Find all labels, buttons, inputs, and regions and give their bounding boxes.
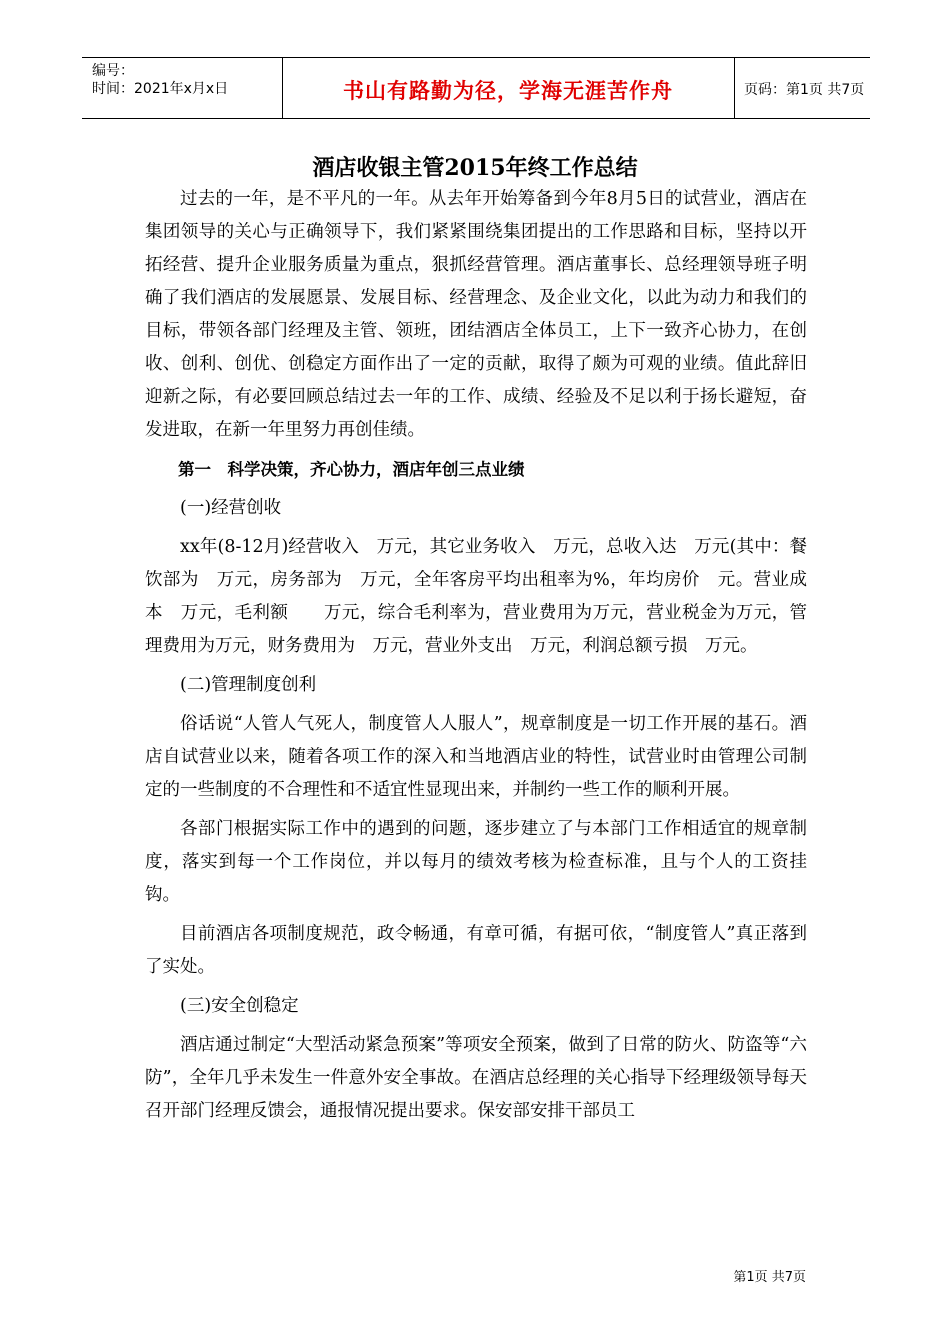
header-page-info: 页码：第1页 共7页 bbox=[744, 82, 865, 98]
document-title: 酒店收银主管2015年终工作总结 bbox=[312, 155, 638, 181]
management-paragraph-3: 目前酒店各项制度规范，政令畅通，有章可循，有据可依，“制度管人”真正落到了实处。 bbox=[145, 924, 807, 977]
intro-paragraph: 过去的一年，是不平凡的一年。从去年开始筹备到今年8月5日的试营业，酒店在集团领导的关心与正确领导下，我们紧紧围绕集团提出的工作思路和目标，坚持以开拓经营、提升企业服务质量为重点，狠抓经营管理。酒店董事长、总经理领导班子明确了我们酒店的发展愿景、发展目标、经营理念、及企业文化，以此为动力和我们的目标，带领各部门经理及主管、领班，团结酒店全体员工，上下一致齐心协力，在创收、创利、创优、创稳定方面作出了一定的贡献，取得了颇为可观的业绩。值此辞旧迎新之际，有必要回顾总结过去一年的工作、成绩、经验及不足以利于扬长避短，奋发进取，在新一年里努力再创佳绩。 bbox=[145, 189, 807, 440]
management-paragraph-2: 各部门根据实际工作中的遇到的问题，逐步建立了与本部门工作相适宜的规章制度，落实到每一个工作岗位，并以每月的绩效考核为检查标准，且与个人的工资挂钩。 bbox=[145, 819, 807, 905]
subsection-heading-safety: (三)安全创稳定 bbox=[180, 996, 299, 1016]
revenue-paragraph: xx年(8-12月)经营收入 万元，其它业务收入 万元，总收入达 万元(其中：餐饮部为 万元，房务部为 万元，全年客房平均出租率为%，年均房价 元。营业成本 万元，毛利额 万元，综合毛利率为，营业费用为万元，营业税金为万元，管理费用为万元，财务费用为 万元，营业外支出 万元，利润总额亏损 万元。 bbox=[145, 537, 807, 656]
document-body bbox=[145, 183, 807, 1134]
header-motto: 书山有路勤为径，学海无涯苦作舟 bbox=[343, 79, 673, 103]
management-paragraph-1: 俗话说“人管人气死人，制度管人人服人”，规章制度是一切工作开展的基石。酒店自试营业以来，随着各项工作的深入和当地酒店业的特性，试营业时由管理公司制定的一些制度的不合理性和不适宜性显现出来，并制约一些工作的顺利开展。 bbox=[145, 714, 807, 800]
safety-paragraph: 酒店通过制定“大型活动紧急预案”等项安全预案，做到了日常的防火、防盗等“六防”，全年几乎未发生一件意外安全事故。在酒店总经理的关心指导下经理级领导每天召开部门经理反馈会，通报情况提出要求。保安部安排干部员工 bbox=[145, 1035, 807, 1121]
document-number-label: 编号： bbox=[92, 63, 134, 79]
subsection-heading-management: (二)管理制度创利 bbox=[180, 675, 317, 695]
header-motto-cell bbox=[282, 58, 735, 118]
header-meta-cell bbox=[82, 58, 283, 118]
subsection-heading-revenue: (一)经营创收 bbox=[180, 498, 282, 518]
document-time-label: 时间：2021年x月x日 bbox=[92, 81, 229, 97]
page-footer: 第1页 共7页 bbox=[733, 1270, 806, 1285]
section-heading: 第一 科学决策，齐心协力，酒店年创三点业绩 bbox=[178, 460, 525, 479]
header-page-cell bbox=[734, 58, 870, 118]
page-header bbox=[82, 57, 870, 119]
